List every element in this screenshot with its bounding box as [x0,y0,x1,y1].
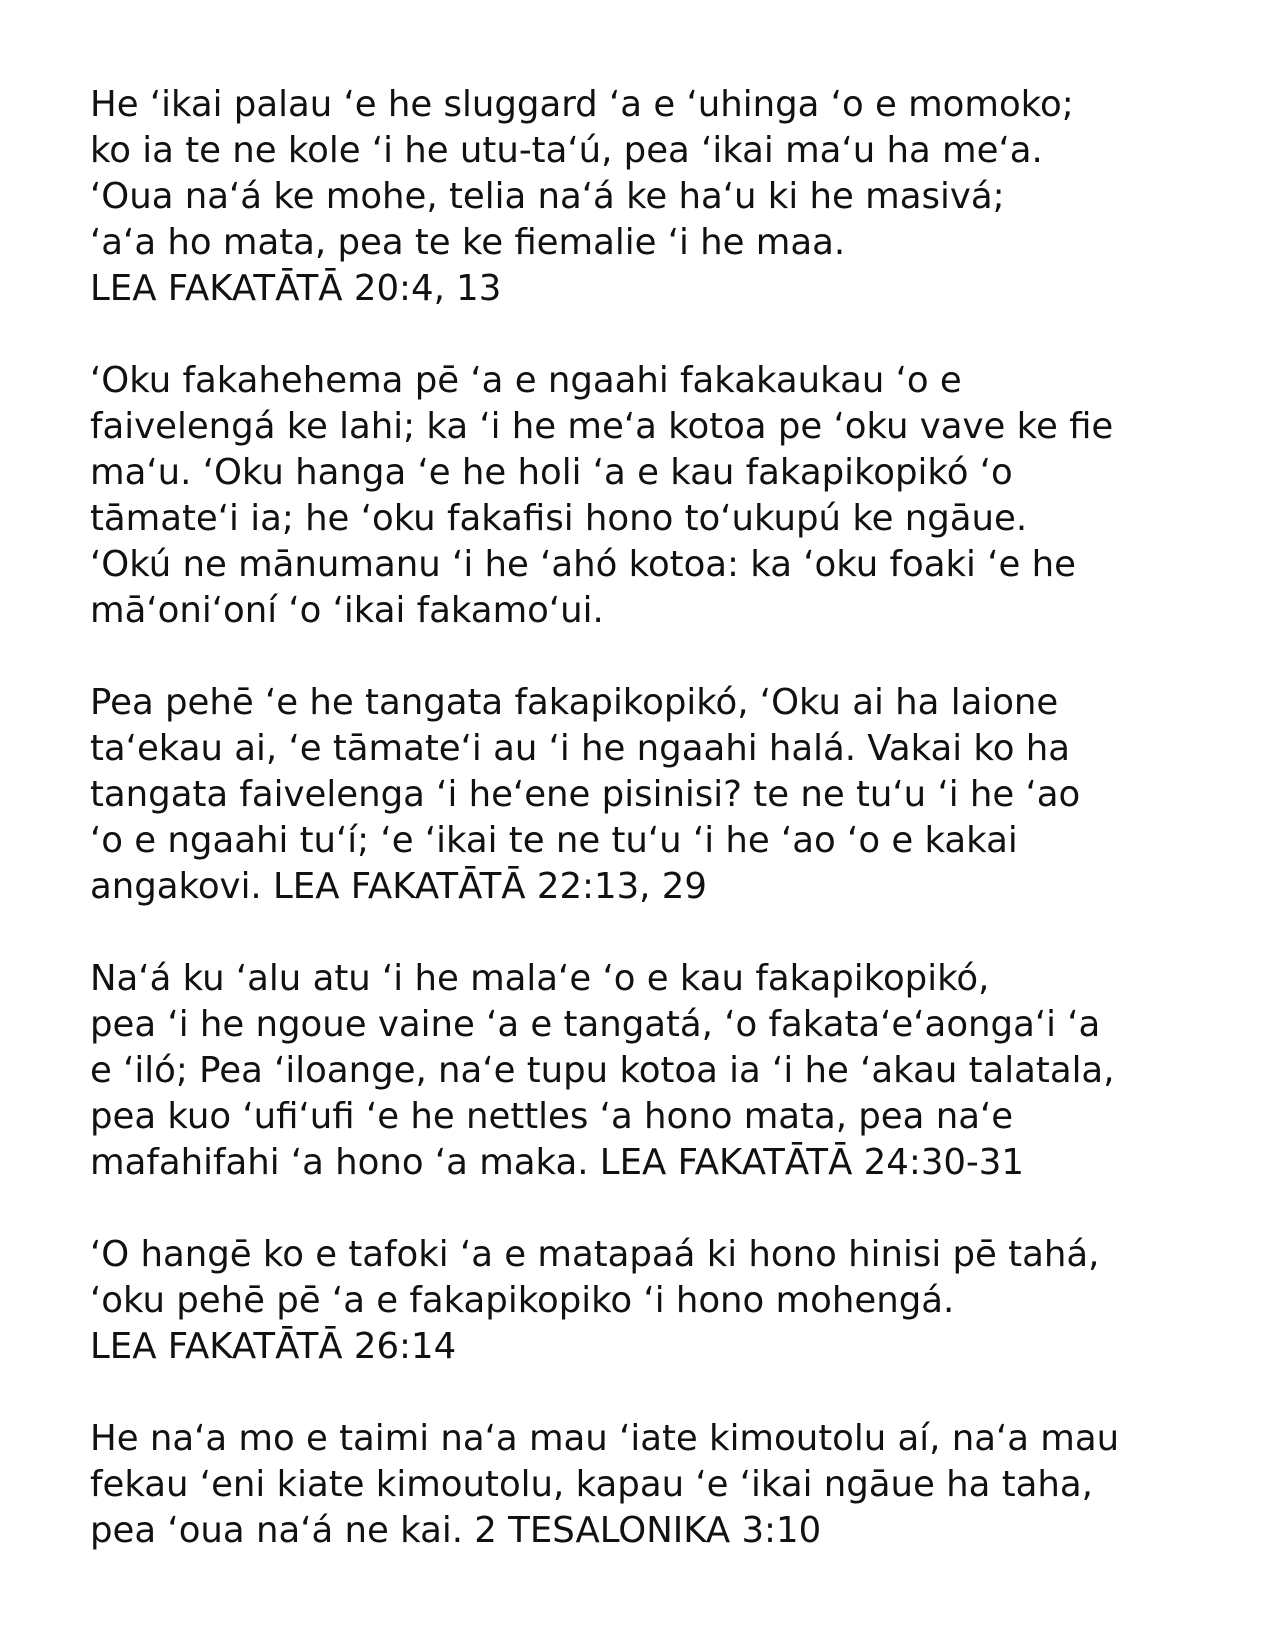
text-line: ‘oku pehē pē ‘a e fakapikopiko ‘i hono mohengá. [90,1280,955,1321]
text-line: tangata faivelenga ‘i he‘ene pisinisi? te ne tu‘u ‘i he ‘ao [90,774,1081,815]
text-line: Na‘á ku ‘alu atu ‘i he mala‘e ‘o e kau fakapikopikó, [90,958,990,999]
text-line: e ‘iló; Pea ‘iloange, na‘e tupu kotoa ia ‘i he ‘akau talatala, [90,1050,1115,1091]
text-line: ta‘ekau ai, ‘e tāmate‘i au ‘i he ngaahi halá. Vakai ko ha [90,728,1070,769]
text-line: ‘O hangē ko e tafoki ‘a e matapaá ki hono hinisi pē tahá, [90,1234,1100,1275]
text-line: pea ‘oua na‘á ne kai. 2 TESALONIKA 3:10 [90,1510,822,1551]
paragraph-diligence [90,358,1240,634]
paragraph-proverbs-22 [90,680,1240,910]
paragraph-proverbs-26 [90,1232,1240,1370]
text-line: ‘Okú ne mānumanu ‘i he ‘ahó kotoa: ka ‘oku foaki ‘e he [90,544,1076,585]
paragraph-proverbs-24 [90,956,1240,1186]
text-line: ma‘u. ‘Oku hanga ‘e he holi ‘a e kau fakapikopikó ‘o [90,452,1013,493]
text-line: tāmate‘i ia; he ‘oku fakafisi hono to‘ukupú ke ngāue. [90,498,1028,539]
text-line: ko ia te ne kole ‘i he utu-ta‘ú, pea ‘ikai ma‘u ha me‘a. [90,130,1043,171]
text-line: mafahifahi ‘a hono ‘a maka. LEA FAKATĀTĀ 24:30-31 [90,1142,1024,1183]
verse-reference: LEA FAKATĀTĀ 26:14 [90,1326,457,1367]
text-line: ‘a‘a ho mata, pea te ke fiemalie ‘i he maa. [90,222,846,263]
document-page [90,82,1240,1600]
text-line: ‘o e ngaahi tu‘í; ‘e ‘ikai te ne tu‘u ‘i he ‘ao ‘o e kakai [90,820,1018,861]
text-line: Pea pehē ‘e he tangata fakapikopikó, ‘Oku ai ha laione [90,682,1059,723]
text-line: ‘Oku fakahehema pē ‘a e ngaahi fakakaukau ‘o e [90,360,962,401]
text-line: ‘Oua na‘á ke mohe, telia na‘á ke ha‘u ki he masivá; [90,176,1005,217]
text-line: angakovi. LEA FAKATĀTĀ 22:13, 29 [90,866,707,907]
text-line: pea ‘i he ngoue vaine ‘a e tangatá, ‘o fakata‘e‘aonga‘i ‘a [90,1004,1101,1045]
text-line: pea kuo ‘ufi‘ufi ‘e he nettles ‘a hono mata, pea na‘e [90,1096,1014,1137]
text-line: He ‘ikai palau ‘e he sluggard ‘a e ‘uhinga ‘o e momoko; [90,84,1074,125]
text-line: mā‘oni‘oní ‘o ‘ikai fakamo‘ui. [90,590,604,631]
paragraph-thessalonians [90,1416,1240,1554]
paragraph-proverbs-20 [90,82,1240,312]
verse-reference: LEA FAKATĀTĀ 20:4, 13 [90,268,502,309]
text-line: faivelengá ke lahi; ka ‘i he me‘a kotoa pe ‘oku vave ke fie [90,406,1114,447]
text-line: fekau ‘eni kiate kimoutolu, kapau ‘e ‘ikai ngāue ha taha, [90,1464,1093,1505]
text-line: He na‘a mo e taimi na‘a mau ‘iate kimoutolu aí, na‘a mau [90,1418,1120,1459]
